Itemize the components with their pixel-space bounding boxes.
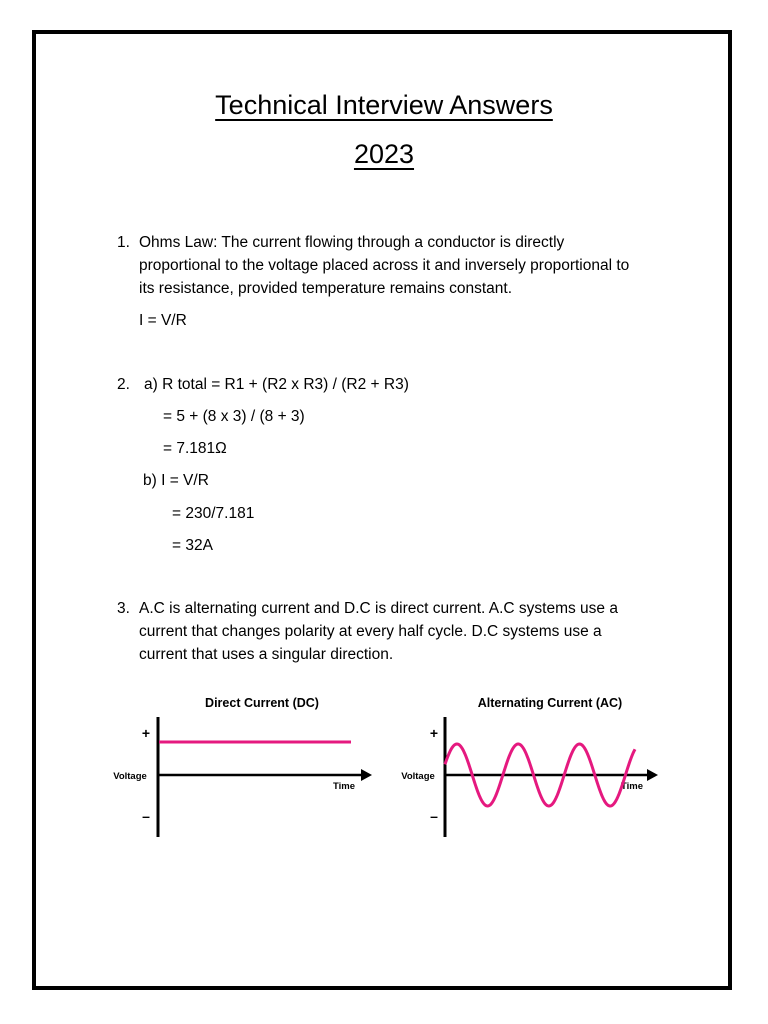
- ac-diagram-title: Alternating Current (AC): [477, 696, 623, 710]
- dc-time-label: Time: [332, 781, 356, 792]
- page-border: [32, 30, 732, 990]
- dc-voltage-label: Voltage: [113, 771, 147, 782]
- dc-diagram-title: Direct Current (DC): [205, 696, 319, 710]
- q1-formula: I = V/R: [139, 312, 187, 329]
- ac-plus-sign: +: [429, 725, 439, 741]
- q1-number: 1.: [117, 234, 130, 251]
- document-year: 2023: [353, 139, 415, 169]
- ac-minus-sign: –: [430, 808, 438, 824]
- ac-x-axis-arrowhead: [647, 769, 658, 781]
- q3-line-1: A.C is alternating current and D.C is direct current. A.C systems use a: [139, 600, 618, 617]
- ac-time-label: Time: [620, 781, 644, 792]
- q2-b-line-2: = 230/7.181: [172, 505, 255, 522]
- ac-voltage-label: Voltage: [401, 771, 435, 782]
- q2-a-line-2: = 5 + (8 x 3) / (8 + 3): [163, 408, 305, 425]
- q2-b-line-1: b) I = V/R: [143, 472, 209, 489]
- q3-line-2: current that changes polarity at every half cycle. D.C systems use a: [139, 623, 602, 640]
- q3-line-3: current that uses a singular direction.: [139, 646, 394, 663]
- q1-line-2: proportional to the voltage placed across it and inversely proportional to: [139, 257, 630, 274]
- q2-b-line-3: = 32A: [172, 537, 213, 554]
- dc-diagram: [100, 685, 380, 845]
- q1-line-3: its resistance, provided temperature remains constant.: [139, 280, 513, 297]
- q2-number: 2.: [117, 376, 130, 393]
- q2-a-line-3: = 7.181Ω: [163, 440, 227, 457]
- q1-line-1: Ohms Law: The current flowing through a conductor is directly: [139, 234, 565, 251]
- q3-number: 3.: [117, 600, 130, 617]
- dc-minus-sign: –: [142, 808, 150, 824]
- document-title: Technical Interview Answers: [215, 90, 553, 120]
- dc-plus-sign: +: [141, 725, 151, 741]
- q2-a-line-1: a) R total = R1 + (R2 x R3) / (R2 + R3): [144, 376, 409, 393]
- dc-x-axis-arrowhead: [361, 769, 372, 781]
- ac-diagram: [390, 685, 670, 845]
